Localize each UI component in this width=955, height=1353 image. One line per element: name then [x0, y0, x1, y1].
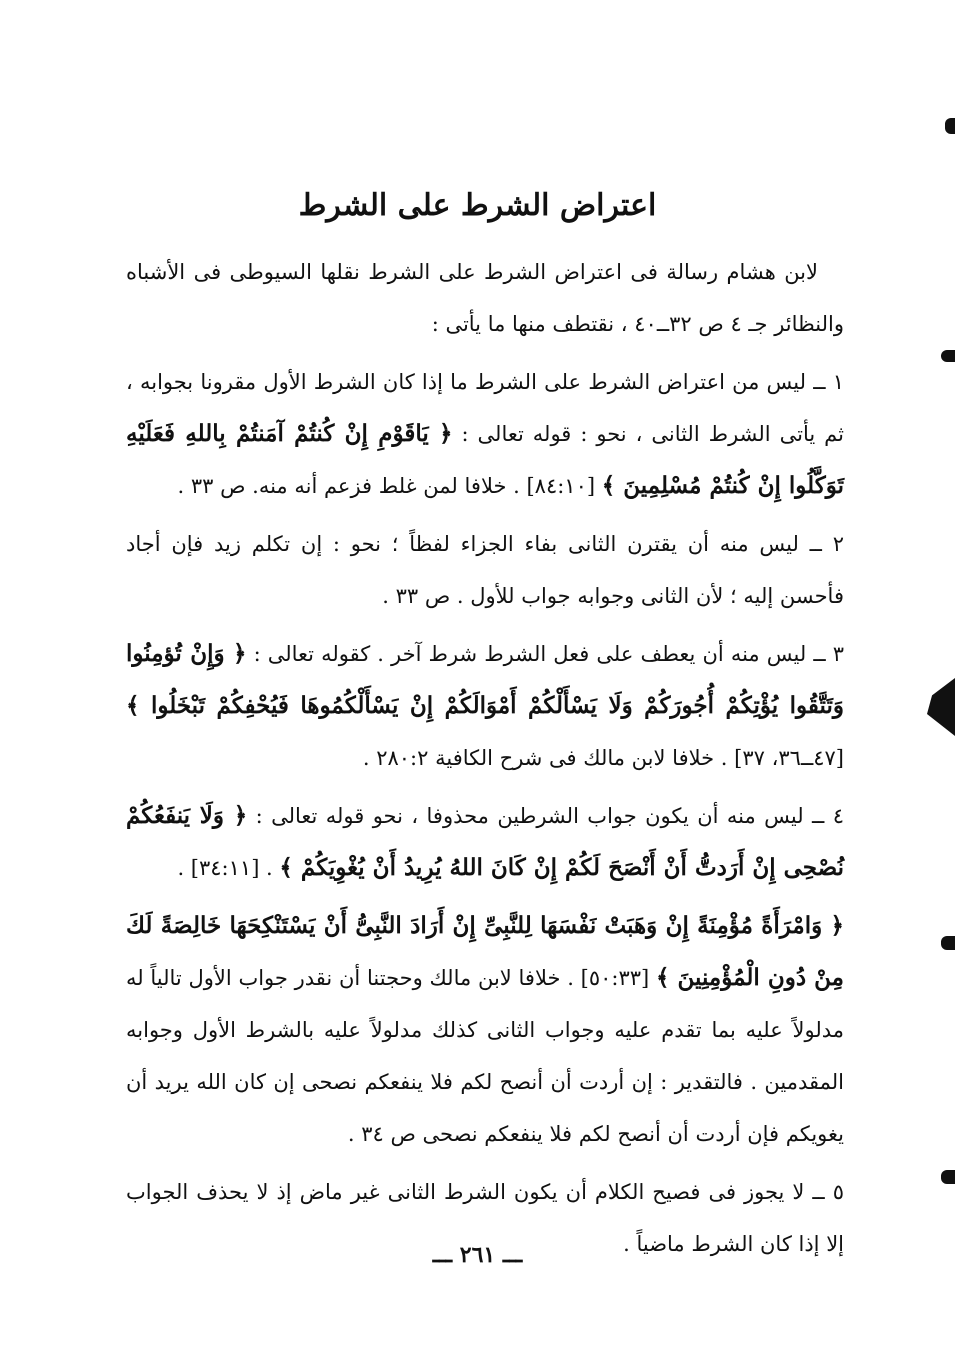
paragraph-3 [126, 628, 844, 784]
scan-edge-mark [927, 678, 955, 736]
paragraph-3-text-b: [٤٧ــ٣٦، ٣٧] . خلافا لابن مالك فى شرح الكافية ٢٨٠:٢ . [362, 746, 844, 770]
quran-verse-4: ﴿ وَلَا يَنفَعُكُمْ نُصْحِى إِنْ أَرَدتُّ أَنْ أَنْصَحَ لَكُمْ إِنْ كَانَ اللهُ يُرِيدُ أَنْ يُغْوِيَكُمْ ﴾ [126, 802, 844, 881]
scan-edge-mark [941, 1170, 955, 1184]
paragraph-2: ٢ ــ ليس منه أن يقترن الثانى بفاء الجزاء لفظاً ؛ نحو : إن تكلم زيد فإن أجاد فأحسن إليه ؛ لأن الثانى وجوابه جواب للأول . ص ٣٣ . [126, 532, 844, 608]
paragraph-3-text-a: ٣ ــ ليس منه أن يعطف على فعل الشرط شرط آخر . كقوله تعالى : [246, 642, 844, 666]
paragraph-1 [126, 356, 844, 512]
paragraph-4 [126, 790, 844, 894]
quran-verse-3: ﴿ وَإِنْ تُؤمِنُوا وَتَتَّقُوا يُؤْتِكُمْ أُجُورَكُمْ وَلَا يَسْأَلْكُمْ أَمْوَالَكُمْ إِنْ يَسْأَلْكُمُوهَا فَيُحْفِكُمْ تَبْخَلُوا ﴾ [126, 640, 844, 719]
quran-verse-5: ﴿ وَامْرَأَةً مُؤْمِنَةً إِنْ وَهَبَتْ نَفْسَهَا لِلنَّبِىِّ إِنْ أَرَادَ النَّبِىُّ أَنْ يَسْتَنْكِحَهَا خَالِصَةً لَكَ مِنْ دُونِ الْمُؤْمِنِينَ ﴾ [126, 912, 844, 991]
paragraph-5-text-b: [٥٠:٣٣] . خلافا لابن مالك وحجتنا أن نقدر جواب الأول تالياً له مدلولاً عليه بما تقدم عليه وجواب الثانى كذلك مدلولاً عليه بالشرط الأول وجوابه المقدمين . فالتقدير : إن أردت أن أنصح لكم فلا ينفعكم نصحى إن كان الله يريد أن يغويكم فإن أردت أن أنصح لكم فلا ينفعكم نصحى ص ٣٤ . [126, 966, 844, 1146]
scan-edge-mark [941, 350, 955, 362]
quran-verse-1: ﴿ يَاقَوْمِ إِنْ كُنتُمْ آمَنتُمْ بِاللهِ فَعَلَيْهِ تَوَكَّلُوا إِنْ كُنتُمْ مُسْلِمِينَ ﴾ [126, 420, 844, 499]
paragraph-1-text-b: [٨٤:١٠] . خلافا لمن غلط فزعم أنه منه. ص ٣٣ . [177, 474, 602, 498]
paragraph-4-text-b: . [٣٤:١١] . [177, 856, 280, 880]
page-number: ـــ ٢٦١ ـــ [432, 1242, 523, 1268]
intro-paragraph: لابن هشام رسالة فى اعتراض الشرط على الشرط نقلها السيوطى فى الأشباه والنظائر جـ ٤ ص ٣٢ــ٤٠ ، نقتطف منها ما يأتى : [126, 260, 844, 336]
paragraph-6: ٥ ــ لا يجوز فى فصيح الكلام أن يكون الشرط الثانى غير ماض إذ لا يحذف الجواب إلا إذا كان الشرط ماضياً . [126, 1180, 844, 1256]
paragraph-5 [126, 900, 844, 1160]
scan-edge-mark [941, 936, 955, 950]
document-body [126, 246, 844, 1276]
paragraph-4-text-a: ٤ ــ ليس منه أن يكون جواب الشرطين محذوفا ، نحو قوله تعالى : [247, 804, 844, 828]
page-title: اعتراض الشرط على الشرط [298, 188, 657, 224]
scan-edge-mark [945, 118, 955, 134]
paragraph-1-text-a: ١ ــ ليس من اعتراض الشرط على الشرط ما إذا كان الشرط الأول مقرونا بجوابه ، ثم يأتى الشرط الثانى ، نحو : قوله تعالى : [126, 370, 844, 446]
